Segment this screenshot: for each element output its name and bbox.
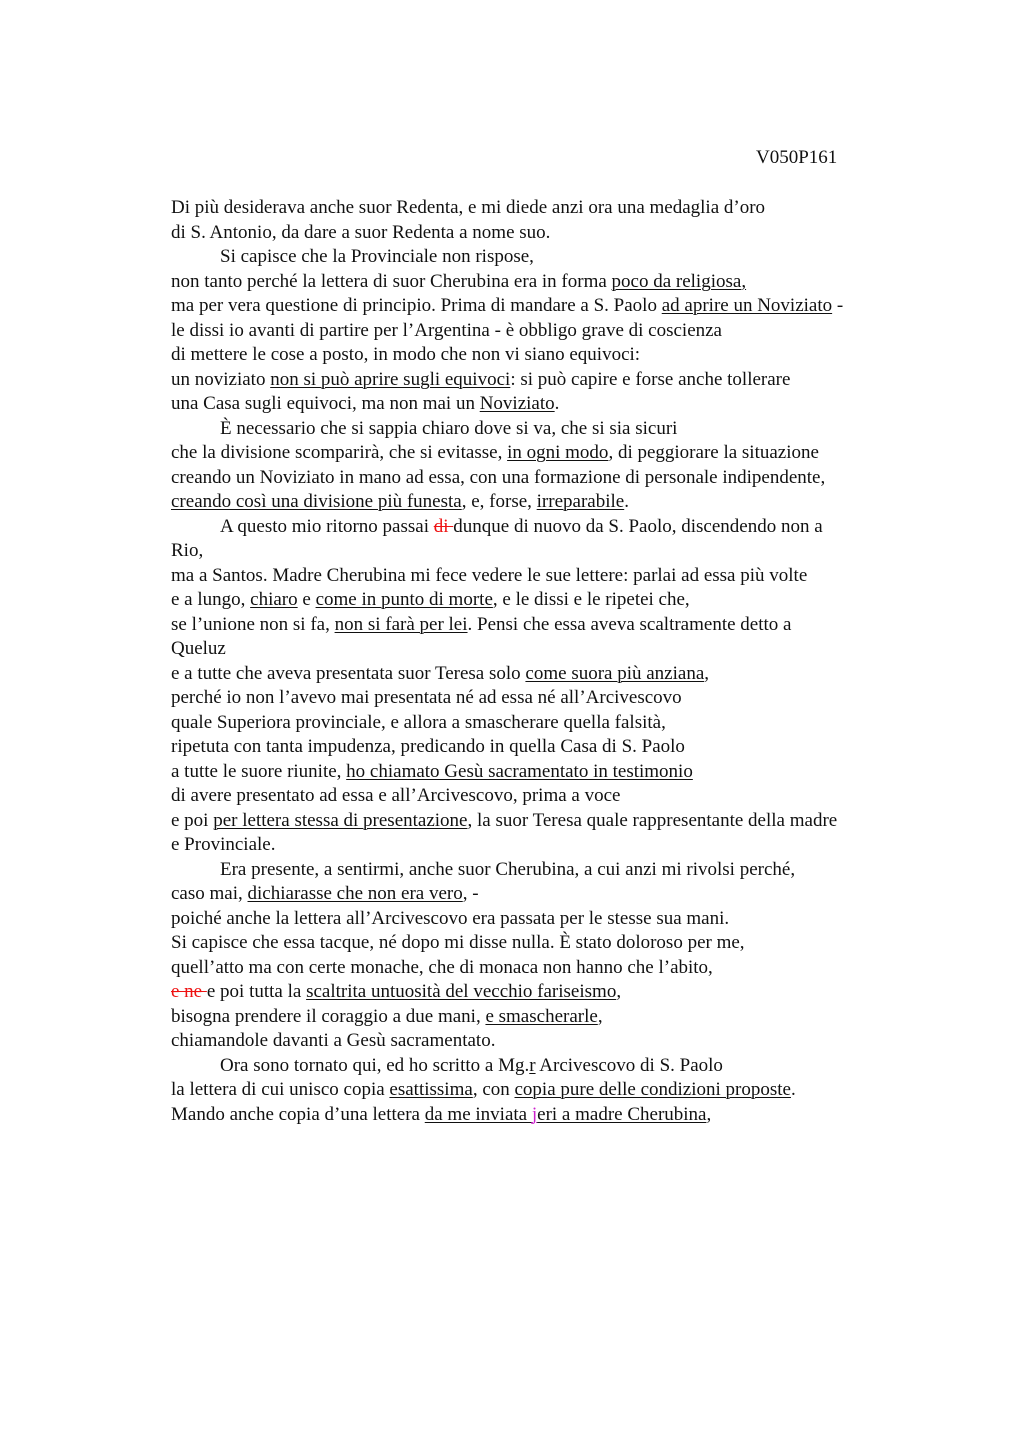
text-run: : si può capire e forse anche tollerare [510, 368, 791, 390]
underlined-text: chiaro [250, 589, 298, 610]
text-run: e poi tutta la [206, 981, 307, 1002]
text-line [171, 760, 911, 785]
text-line [171, 1054, 911, 1079]
text-line [171, 221, 911, 246]
text-run: e poi [171, 809, 214, 831]
text-run: , [706, 1103, 712, 1125]
text-line [171, 515, 911, 540]
underlined-text: poco da religiosa, [611, 270, 747, 292]
text-run: dunque di nuovo da S. Paolo, discendendo non a [453, 515, 823, 537]
text-line [171, 417, 911, 442]
text-line [171, 368, 911, 393]
underlined-text: irreparabile [536, 491, 625, 512]
text-run: e a lungo, [171, 589, 251, 610]
text-run: , e, forse, [461, 491, 537, 512]
text-line [171, 539, 911, 564]
text-line [171, 343, 911, 368]
text-line [171, 637, 911, 662]
text-line [171, 858, 911, 883]
text-line [171, 392, 911, 417]
text-line [171, 711, 911, 736]
text-run: di avere presentato ad essa e all’Arcivescovo, prima a voce [171, 785, 621, 806]
text-run: Si capisce che la Provinciale non rispose, [220, 246, 534, 267]
text-run: caso mai, [171, 883, 248, 904]
text-run: di mettere le cose a posto, in modo che non vi siano equivoci: [171, 344, 641, 365]
text-line [171, 294, 911, 319]
text-line [171, 686, 911, 711]
text-run: e a tutte che aveva presentata suor Teresa solo [171, 662, 526, 684]
text-line [171, 490, 911, 515]
underlined-text: eri a madre Cherubina [537, 1103, 707, 1125]
text-run: È necessario che si sappia chiaro dove si va, che si sia sicuri [220, 417, 678, 439]
text-run: - [832, 295, 844, 316]
text-run: , - [462, 883, 479, 904]
text-run: non tanto perché la lettera di suor Cherubina era in forma [171, 270, 612, 292]
underlined-text: da me inviata [424, 1103, 532, 1125]
text-run: , [704, 662, 710, 684]
text-run: e [297, 589, 316, 610]
text-line [171, 882, 911, 907]
text-line [171, 1029, 911, 1054]
deleted-text: e ne [171, 981, 207, 1002]
text-line [171, 956, 911, 981]
underlined-text: ad aprire un Noviziato [661, 295, 833, 316]
underlined-text: e smascherarle [485, 1005, 598, 1027]
text-run: ma a Santos. Madre Cherubina mi fece vedere le sue lettere: parlai ad essa più volte [171, 564, 808, 586]
text-run: , [616, 981, 622, 1002]
text-run: quell’atto ma con certe monache, che di monaca non hanno che l’abito, [171, 956, 713, 978]
text-run: Arcivescovo di S. Paolo [535, 1054, 723, 1076]
text-run: che la divisione scomparirà, che si evitasse, [171, 442, 508, 463]
text-line [171, 1005, 911, 1030]
text-line [171, 907, 911, 932]
underlined-text: esattissima [389, 1079, 473, 1100]
letter-body [171, 196, 911, 1127]
text-run: ma per vera questione di principio. Prima di mandare a S. Paolo [171, 295, 662, 316]
text-run: Ora sono tornato qui, ed ho scritto a Mg. [220, 1054, 530, 1076]
underlined-text: come suora più anziana [525, 662, 705, 684]
inserted-text: j [531, 1103, 538, 1125]
text-run: Di più desiderava anche suor Redenta, e mi diede anzi ora una medaglia d’oro [171, 197, 766, 218]
text-run: Mando anche copia d’una lettera [171, 1103, 425, 1125]
text-line [171, 441, 911, 466]
text-run: . [624, 491, 629, 512]
text-run: Si capisce che essa tacque, né dopo mi disse nulla. È stato doloroso per me, [171, 932, 745, 953]
text-run: a tutte le suore riunite, [171, 760, 347, 782]
text-run: quale Superiora provinciale, e allora a smascherare quella falsità, [171, 711, 666, 733]
text-run: . Pensi che essa aveva scaltramente detto a [467, 613, 792, 635]
text-run: perché io non l’avevo mai presentata né ad essa né all’Arcivescovo [171, 687, 682, 708]
underlined-text: dichiarasse che non era vero [247, 883, 463, 904]
underlined-text: ho chiamato Gesù sacramentato in testimonio [346, 760, 693, 782]
underlined-text: non si può aprire sugli equivoci [270, 368, 511, 390]
text-line [171, 931, 911, 956]
deleted-text: di [433, 515, 454, 537]
text-run: di S. Antonio, da dare a suor Redenta a nome suo. [171, 221, 551, 243]
text-run: , la suor Teresa quale rappresentante della madre [467, 809, 838, 831]
text-line [171, 784, 911, 809]
underlined-text: creando così una divisione più funesta [171, 491, 462, 512]
underlined-text: r [529, 1054, 536, 1076]
underlined-text: come in punto di morte [315, 589, 493, 610]
text-run: , con [472, 1079, 515, 1100]
text-line [171, 809, 911, 834]
text-run: e Provinciale. [171, 834, 276, 855]
text-line [171, 613, 911, 638]
text-run: A questo mio ritorno passai [220, 515, 434, 537]
underlined-text: copia pure delle condizioni proposte [514, 1079, 791, 1100]
text-run: se l’unione non si fa, [171, 613, 335, 635]
text-run: Rio, [171, 540, 204, 561]
text-line [171, 980, 911, 1005]
text-run: bisogna prendere il coraggio a due mani, [171, 1005, 486, 1027]
text-line [171, 270, 911, 295]
underlined-text: per lettera stessa di presentazione [213, 809, 468, 831]
text-run: le dissi io avanti di partire per l’Argentina - è obbligo grave di coscienza [171, 319, 722, 341]
text-line [171, 735, 911, 760]
underlined-text: in ogni modo [507, 442, 609, 463]
text-line [171, 1103, 911, 1128]
text-run: una Casa sugli equivoci, ma non mai un [171, 393, 480, 414]
text-run: , [597, 1005, 603, 1027]
text-run: , e le dissi e le ripetei che, [492, 589, 690, 610]
underlined-text: non si farà per lei [334, 613, 468, 635]
text-run: creando un Noviziato in mano ad essa, con una formazione di personale indipendente, [171, 466, 826, 488]
text-line [171, 588, 911, 613]
text-line [171, 245, 911, 270]
underlined-text: scaltrita untuosità del vecchio fariseismo [306, 981, 617, 1002]
text-line [171, 662, 911, 687]
text-run: . [554, 393, 560, 414]
text-line [171, 1078, 911, 1103]
text-run: ripetuta con tanta impudenza, predicando in quella Casa di S. Paolo [171, 736, 685, 757]
text-run: Era presente, a sentirmi, anche suor Cherubina, a cui anzi mi rivolsi perché, [220, 858, 796, 880]
text-line [171, 466, 911, 491]
text-run: poiché anche la lettera all’Arcivescovo era passata per le stesse sua mani. [171, 907, 730, 929]
text-run: la lettera di cui unisco copia [171, 1079, 390, 1100]
page-id: V050P161 [756, 147, 838, 168]
underlined-text: Noviziato [479, 393, 555, 414]
text-line [171, 319, 911, 344]
text-line [171, 196, 911, 221]
text-line [171, 833, 911, 858]
text-run: , di peggiorare la situazione [608, 442, 819, 463]
text-run: un noviziato [171, 368, 271, 390]
text-run: chiamandole davanti a Gesù sacramentato. [171, 1030, 496, 1051]
text-run: . [790, 1079, 796, 1100]
text-line [171, 564, 911, 589]
text-run: Queluz [171, 638, 226, 659]
